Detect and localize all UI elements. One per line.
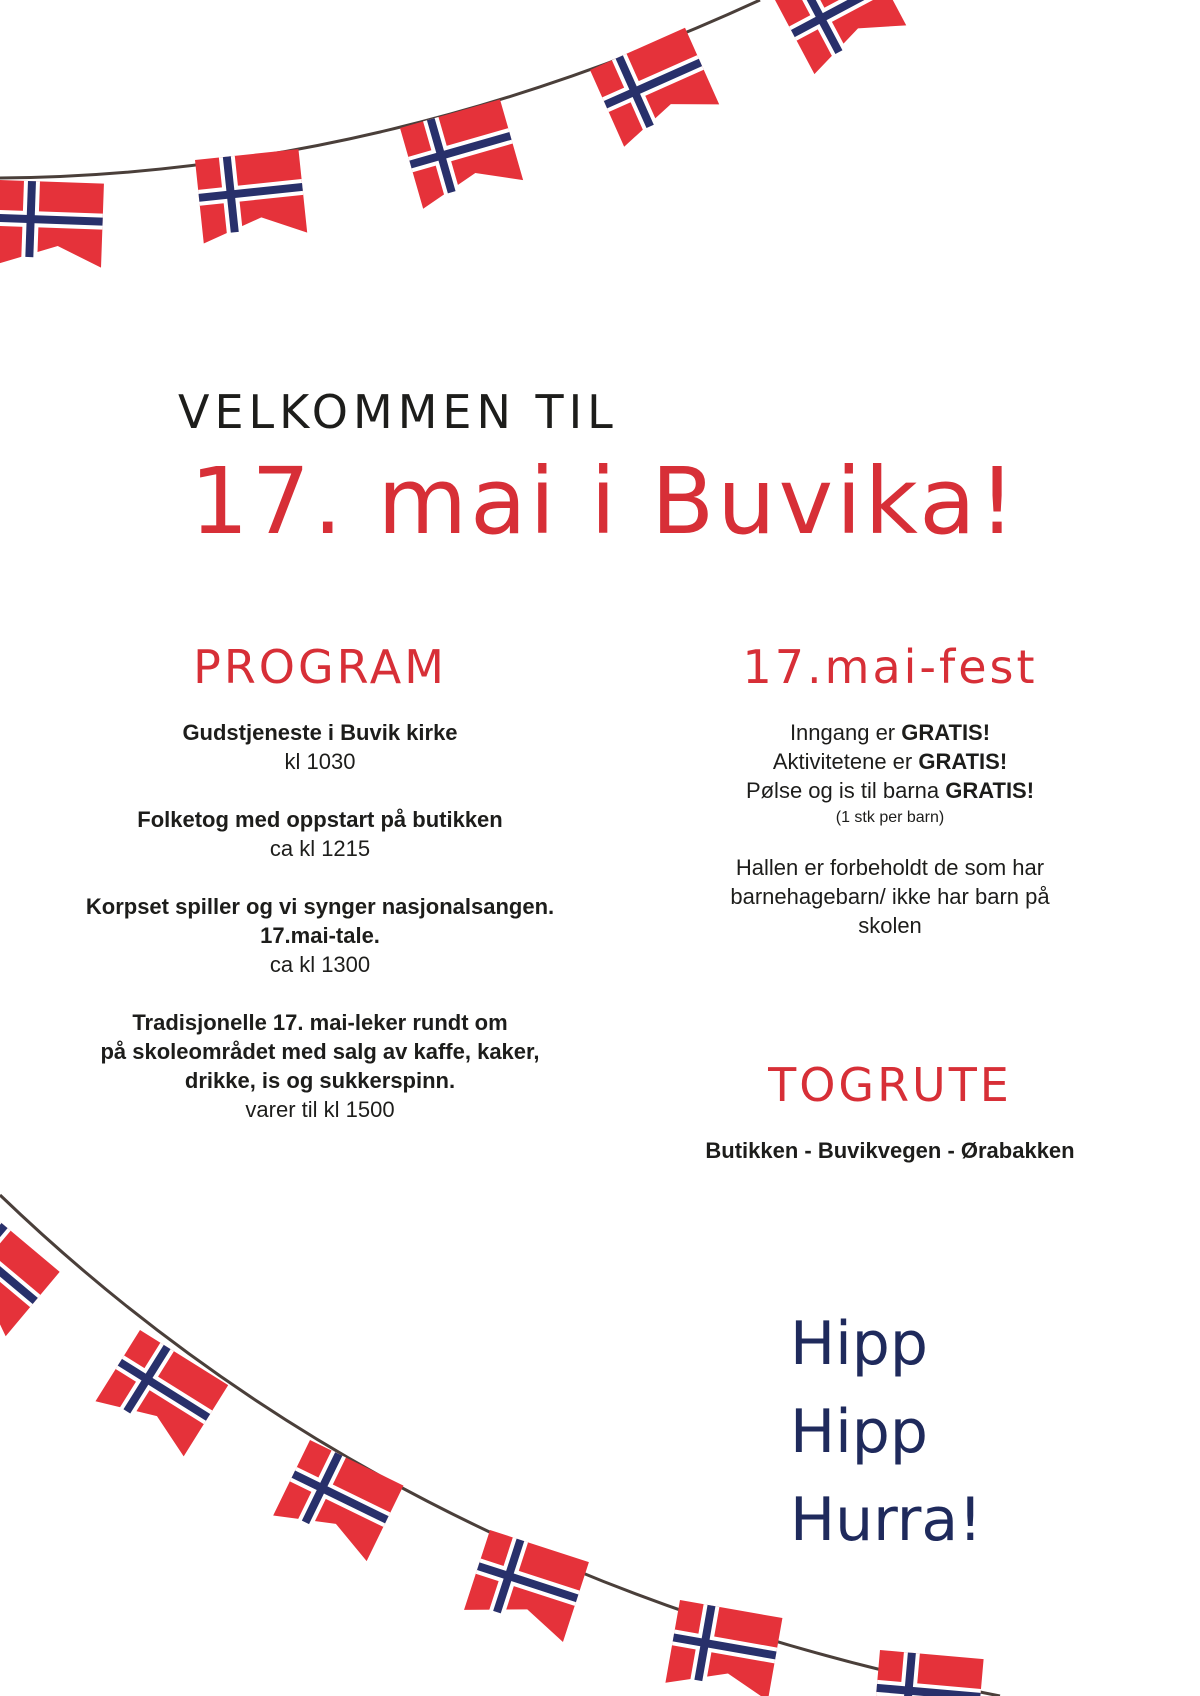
page-title: 17. mai i Buvika! (190, 448, 1019, 555)
togrute-title: TOGRUTE (768, 1058, 1012, 1112)
welcome-heading: VELKOMMEN TIL (178, 385, 618, 439)
fest-line (640, 776, 1140, 805)
fest-line-bold: GRATIS! (901, 720, 991, 745)
top-flags (0, 0, 906, 268)
program-item-time: ca kl 1300 (269, 952, 371, 977)
program-item-text: Gudstjeneste i Buvik kirke (182, 720, 458, 745)
program-item-text: drikke, is og sukkerspinn. (184, 1068, 456, 1093)
fest-title: 17.mai-fest (742, 640, 1038, 694)
fest-section (640, 640, 1140, 1165)
cheer-line: Hipp (790, 1309, 928, 1379)
program-section (60, 640, 580, 1124)
fest-line-text: Aktivitetene er (772, 749, 919, 774)
program-title: PROGRAM (193, 640, 447, 694)
cheer-line: Hipp (790, 1397, 928, 1467)
fest-line-bold: GRATIS! (918, 749, 1008, 774)
fest-note: (1 stk per barn) (835, 809, 945, 826)
togrute-route: Butikken - Buvikvegen - Ørabakken (705, 1138, 1075, 1163)
program-item-text: Korpset spiller og vi synger nasjonalsangen. (85, 894, 555, 919)
program-item (60, 1008, 580, 1124)
program-item-text: på skoleområdet med salg av kaffe, kaker, (100, 1039, 540, 1064)
cheer-text (790, 1300, 1050, 1564)
program-item-time: ca kl 1215 (269, 836, 371, 861)
fest-hall-text: Hallen er forbeholdt de som har barnehagebarn/ ikke har barn på skolen (730, 855, 1050, 938)
fest-line-text: Inngang er (789, 720, 902, 745)
program-item (60, 892, 580, 979)
program-item-text: Folketog med oppstart på butikken (137, 807, 503, 832)
program-item-time: varer til kl 1500 (245, 1097, 395, 1122)
fest-line-bold: GRATIS! (945, 778, 1035, 803)
fest-line-text: Pølse og is til barna (745, 778, 946, 803)
program-item (60, 718, 580, 776)
fest-line (640, 718, 1140, 747)
program-item-text: Tradisjonelle 17. mai-leker rundt om (132, 1010, 508, 1035)
fest-line (640, 747, 1140, 776)
cheer-line: Hurra! (790, 1485, 983, 1555)
program-item-time: kl 1030 (284, 749, 356, 774)
program-item (60, 805, 580, 863)
program-item-text: 17.mai-tale. (260, 923, 380, 948)
